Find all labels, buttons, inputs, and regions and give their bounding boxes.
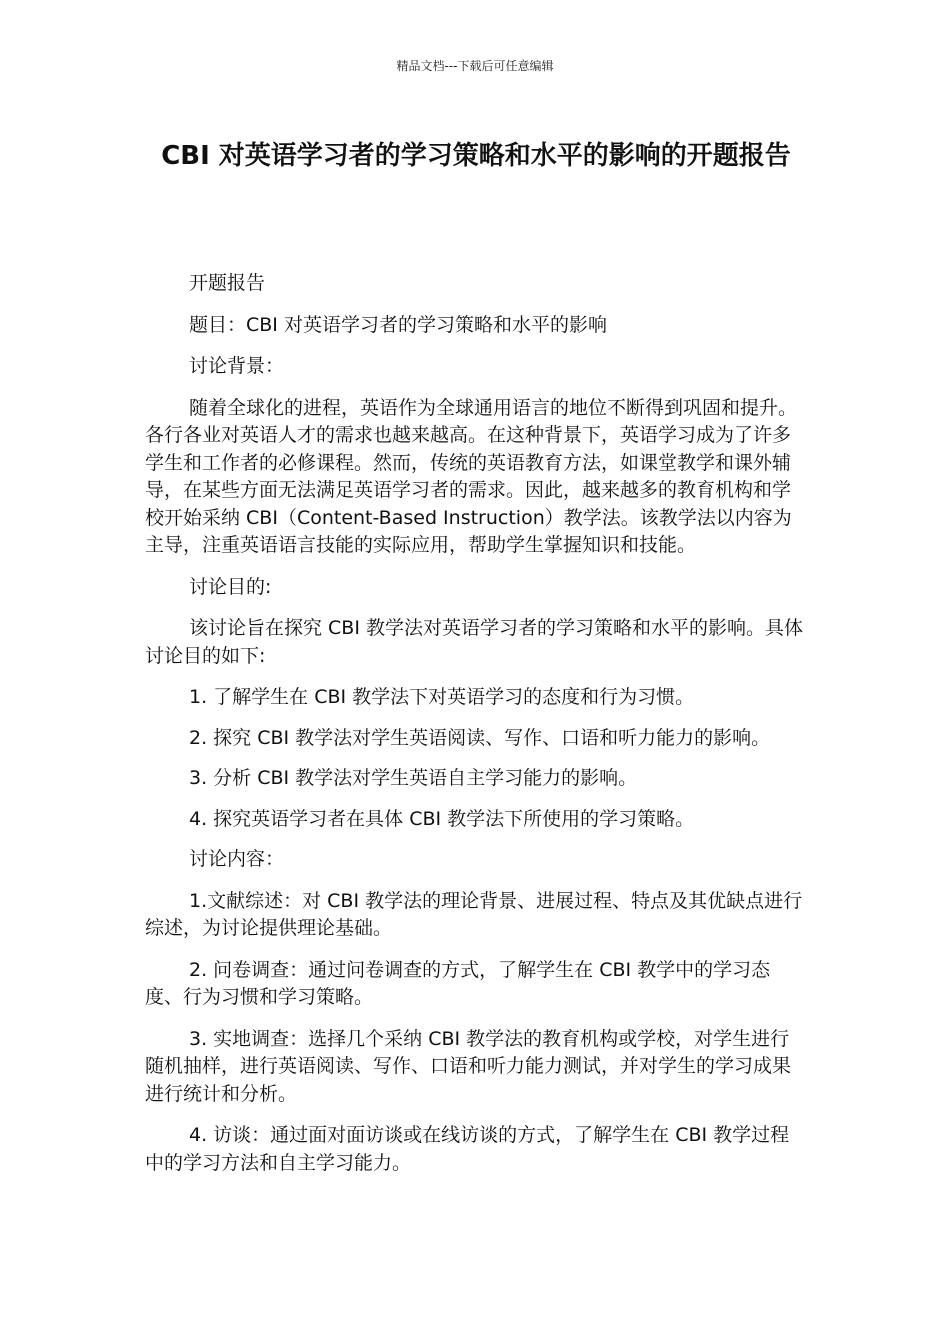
page-header-note: 精品文档---下载后可任意编辑 bbox=[396, 59, 554, 73]
purpose-item: 2. 探究 CBI 教学法对学生英语阅读、写作、口语和听力能力的影响。 bbox=[189, 726, 771, 749]
purpose-item: 4. 探究英语学习者在具体 CBI 教学法下所使用的学习策略。 bbox=[189, 807, 695, 830]
document-title: CBI 对英语学习者的学习策略和水平的影响的开题报告 bbox=[161, 141, 791, 171]
heading-purpose: 讨论目的: bbox=[189, 575, 272, 598]
section-label-report: 开题报告 bbox=[189, 272, 266, 294]
purpose-intro: 该讨论旨在探究 CBI 教学法对英语学习者的学习策略和水平的影响。具体讨论目的如下: bbox=[145, 617, 803, 667]
content-item: 2. 问卷调查：通过问卷调查的方式，了解学生在 CBI 教学中的学习态度、行为习惯和学习策略。 bbox=[145, 958, 771, 1008]
heading-content: 讨论内容： bbox=[189, 848, 285, 870]
content-item: 3. 实地调查：选择几个采纳 CBI 教学法的教育机构或学校，对学生进行随机抽样，进行英语阅读、写作、口语和听力能力测试，并对学生的学习成果进行统计和分析。 bbox=[145, 1027, 792, 1105]
topic-line: 题目：CBI 对英语学习者的学习策略和水平的影响 bbox=[189, 313, 607, 336]
document-body bbox=[145, 270, 807, 1191]
purpose-item: 3. 分析 CBI 教学法对学生英语自主学习能力的影响。 bbox=[189, 767, 638, 789]
content-item: 4. 访谈：通过面对面访谈或在线访谈的方式，了解学生在 CBI 教学过程中的学习方法和自主学习能力。 bbox=[145, 1124, 790, 1174]
content-item: 1.文献综述：对 CBI 教学法的理论背景、进展过程、特点及其优缺点进行综述，为讨论提供理论基础。 bbox=[145, 889, 803, 939]
background-paragraph: 随着全球化的进程，英语作为全球通用语言的地位不断得到巩固和提升。各行各业对英语人才的需求也越来越高。在这种背景下，英语学习成为了许多学生和工作者的必修课程。然而，传统的英语教育方法，如课堂教学和课外辅导，在某些方面无法满足英语学习者的需求。因此，越来越多的教育机构和学校开始采纳 CBI（Content-Based Instruction）教学法。该教学法以内容为主导，注重英语语言技能的实际应用，帮助学生掌握知识和技能。 bbox=[145, 396, 798, 556]
purpose-item: 1. 了解学生在 CBI 教学法下对英语学习的态度和行为习惯。 bbox=[189, 686, 695, 708]
heading-background: 讨论背景： bbox=[189, 355, 285, 377]
